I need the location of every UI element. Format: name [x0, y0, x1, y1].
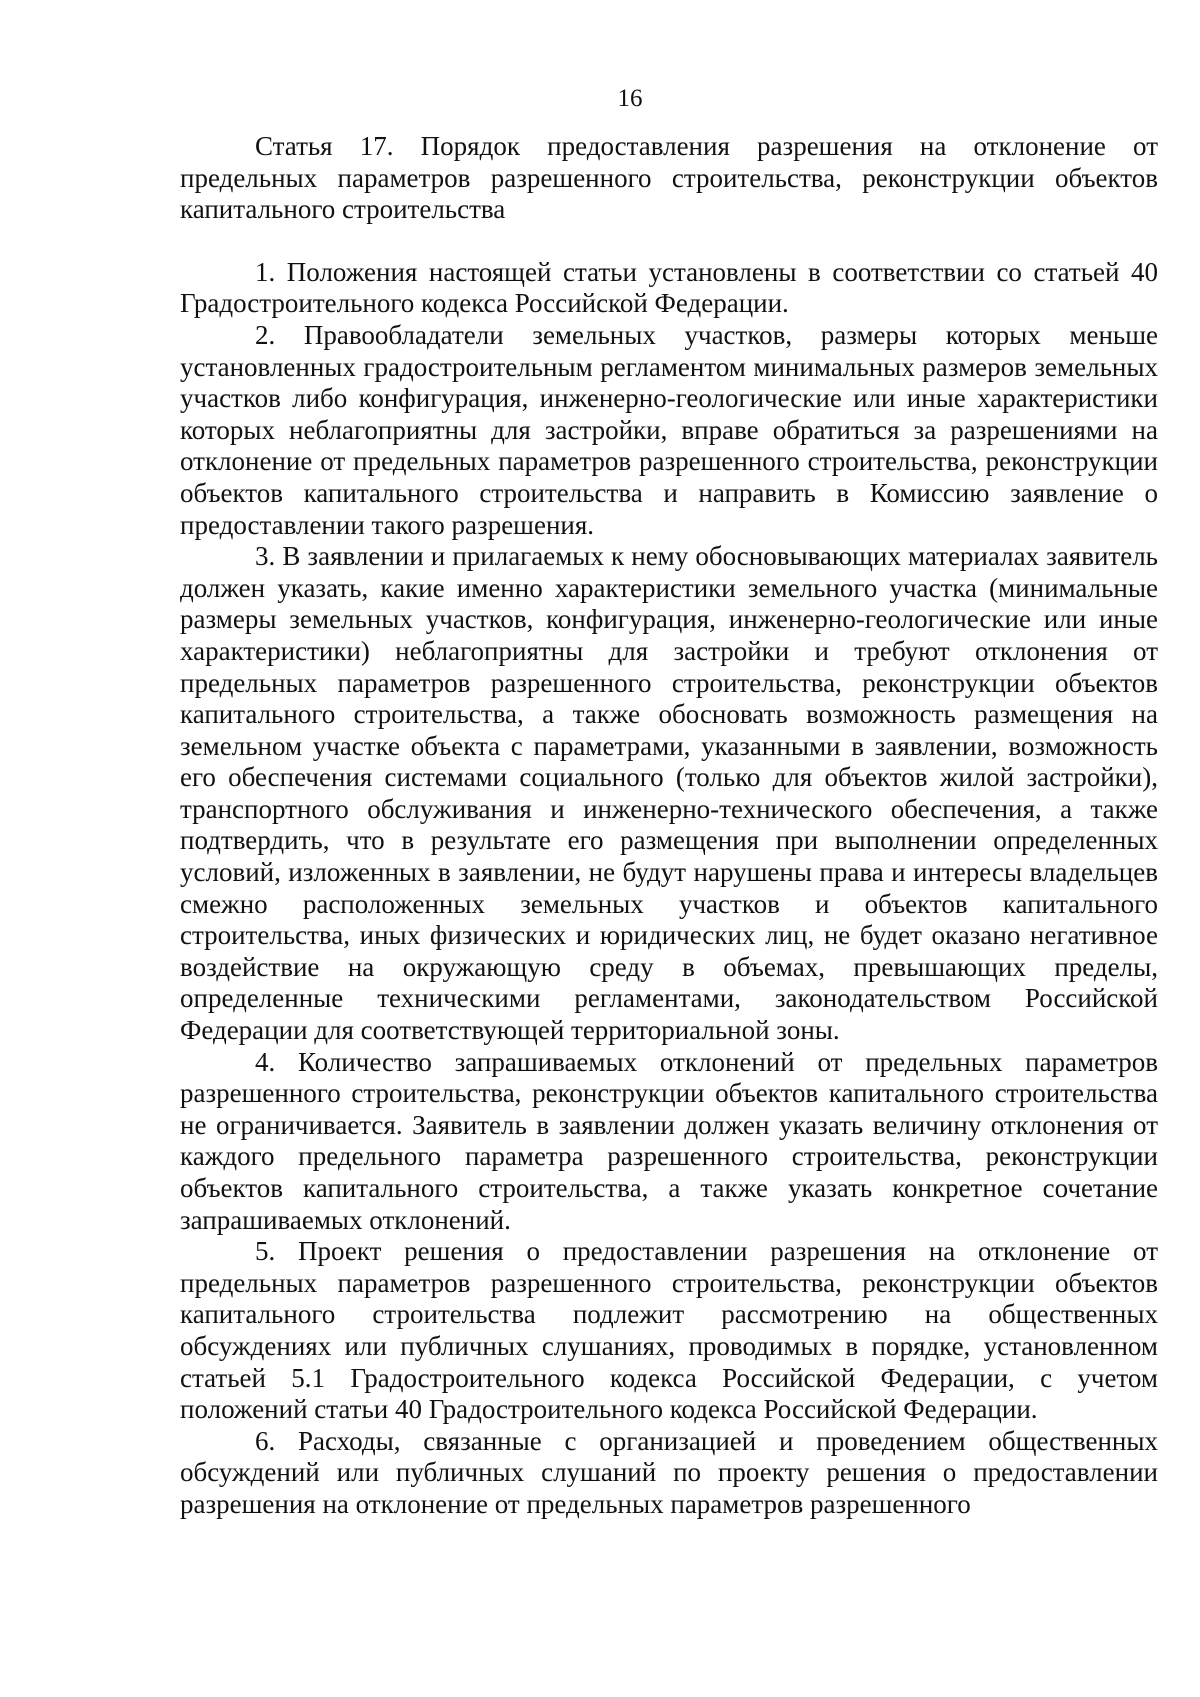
page-number: 16 — [617, 85, 643, 112]
paragraph-4: 4. Количество запрашиваемых отклонений от предельных параметров разрешенного строительства, реконструкции объектов капитального строительства не ограничивается. Заявитель в заявлении должен указать величину отклонения от каждого предельного параметра разрешенного строительства, реконструкции объектов капитального строительства, а также указать конкретное сочетание запрашиваемых отклонений. — [180, 1046, 1158, 1235]
paragraph-2: 2. Правообладатели земельных участков, размеры которых меньше установленных градостроительным регламентом минимальных размеров земельных участков либо конфигурация, инженерно-геологические или иные характеристики которых неблагоприятны для застройки, вправе обратиться за разрешениями на отклонение от предельных параметров разрешенного строительства, реконструкции объектов капитального строительства и направить в Комиссию заявление о предоставлении такого разрешения. — [180, 319, 1158, 540]
article-title: Статья 17. Порядок предоставления разрешения на отклонение от предельных параметров разрешенного строительства, реконструкции объектов капитального строительства — [180, 131, 1158, 225]
paragraph-5: 5. Проект решения о предоставлении разрешения на отклонение от предельных параметров разрешенного строительства, реконструкции объектов капитального строительства подлежит рассмотрению на общественных обсуждениях или публичных слушаниях, проводимых в порядке, установленном статьей 5.1 Градостроительного кодекса Российской Федерации, с учетом положений статьи 40 Градостроительного кодекса Российской Федерации. — [180, 1236, 1158, 1425]
paragraph-3: 3. В заявлении и прилагаемых к нему обосновывающих материалах заявитель должен указать, какие именно характеристики земельного участка (минимальные размеры земельных участков, конфигурация, инженерно-геологические или иные характеристики) неблагоприятны для застройки и требуют отклонения от предельных параметров разрешенного строительства, реконструкции объектов капитального строительства, а также обосновать возможность размещения на земельном участке объекта с параметрами, указанными в заявлении, возможность его обеспечения системами социального (только для объектов жилой застройки), транспортного обслуживания и инженерно-технического обеспечения, а также подтвердить, что в результате его размещения при выполнении определенных условий, изложенных в заявлении, не будут нарушены права и интересы владельцев смежно расположенных земельных участков и объектов капитального строительства, иных физических и юридических лиц, не будет оказано негативное воздействие на окружающую среду в объемах, превышающих пределы, определенные техническими регламентами, законодательством Российской Федерации для соответствующей территориальной зоны. — [180, 541, 1158, 1046]
paragraph-1: 1. Положения настоящей статьи установлены в соответствии со статьей 40 Градостроительного кодекса Российской Федерации. — [180, 256, 1158, 319]
paragraph-6: 6. Расходы, связанные с организацией и проведением общественных обсуждений или публичных слушаний по проекту решения о предоставлении разрешения на отклонение от предельных параметров разрешенного — [180, 1425, 1158, 1519]
document-body — [180, 131, 1158, 1521]
